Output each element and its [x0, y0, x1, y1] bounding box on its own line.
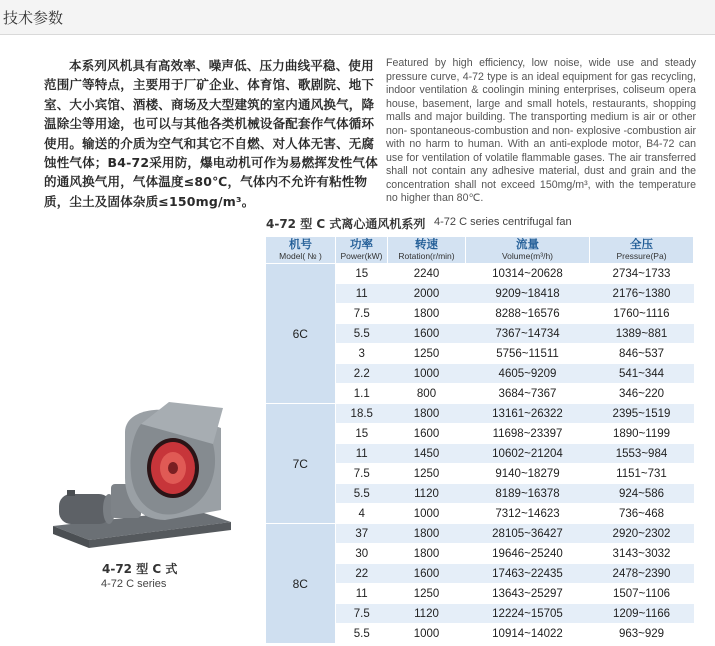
volume-cell: 10314~20628 — [466, 264, 590, 284]
power-cell: 11 — [336, 584, 388, 604]
volume-cell: 19646~25240 — [466, 544, 590, 564]
pressure-cell: 1151~731 — [590, 464, 694, 484]
rotation-cell: 1600 — [388, 324, 466, 344]
rotation-cell: 2000 — [388, 284, 466, 304]
pressure-cell: 1553~984 — [590, 444, 694, 464]
power-cell: 4 — [336, 504, 388, 524]
table-row — [266, 264, 694, 284]
rotation-cell: 1800 — [388, 404, 466, 424]
pressure-cell: 3143~3032 — [590, 544, 694, 564]
pressure-cell: 924~586 — [590, 484, 694, 504]
power-cell: 15 — [336, 424, 388, 444]
power-cell: 11 — [336, 284, 388, 304]
rotation-cell: 1250 — [388, 464, 466, 484]
pressure-cell: 1507~1106 — [590, 584, 694, 604]
header-volume: 流量 Volume(m³/h) — [466, 237, 590, 264]
table-row — [266, 404, 694, 424]
header-pressure: 全压 Pressure(Pa) — [590, 237, 694, 264]
pressure-cell: 736~468 — [590, 504, 694, 524]
section-title: 技术参数 — [3, 9, 64, 27]
model-cell: 6C — [266, 264, 336, 404]
volume-cell: 8189~16378 — [466, 484, 590, 504]
power-cell: 22 — [336, 564, 388, 584]
power-cell: 37 — [336, 524, 388, 544]
rotation-cell: 1000 — [388, 624, 466, 644]
rotation-cell: 2240 — [388, 264, 466, 284]
power-cell: 11 — [336, 444, 388, 464]
pressure-cell: 1760~1116 — [590, 304, 694, 324]
pressure-cell: 1890~1199 — [590, 424, 694, 444]
volume-cell: 12224~15705 — [466, 604, 590, 624]
rotation-cell: 1250 — [388, 344, 466, 364]
volume-cell: 3684~7367 — [466, 384, 590, 404]
volume-cell: 9140~18279 — [466, 464, 590, 484]
rotation-cell: 1800 — [388, 544, 466, 564]
header-rotation: 转速 Rotation(r/min) — [388, 237, 466, 264]
rotation-cell: 1120 — [388, 484, 466, 504]
pressure-cell: 541~344 — [590, 364, 694, 384]
pressure-cell: 1209~1166 — [590, 604, 694, 624]
header-power: 功率 Power(kW) — [336, 237, 388, 264]
volume-cell: 28105~36427 — [466, 524, 590, 544]
volume-cell: 9209~18418 — [466, 284, 590, 304]
table-title-english: 4-72 C series centrifugal fan — [434, 216, 572, 228]
volume-cell: 17463~22435 — [466, 564, 590, 584]
power-cell: 3 — [336, 344, 388, 364]
pressure-cell: 1389~881 — [590, 324, 694, 344]
power-cell: 2.2 — [336, 364, 388, 384]
power-cell: 1.1 — [336, 384, 388, 404]
pressure-cell: 2478~2390 — [590, 564, 694, 584]
rotation-cell: 1600 — [388, 564, 466, 584]
volume-cell: 10602~21204 — [466, 444, 590, 464]
rotation-cell: 1000 — [388, 364, 466, 384]
rotation-cell: 1250 — [388, 584, 466, 604]
section-header — [0, 0, 715, 35]
volume-cell: 13161~26322 — [466, 404, 590, 424]
model-cell: 7C — [266, 404, 336, 524]
rotation-cell: 1000 — [388, 504, 466, 524]
volume-cell: 11698~23397 — [466, 424, 590, 444]
rotation-cell: 1800 — [388, 304, 466, 324]
volume-cell: 8288~16576 — [466, 304, 590, 324]
pressure-cell: 846~537 — [590, 344, 694, 364]
power-cell: 5.5 — [336, 624, 388, 644]
fan-image — [45, 398, 235, 558]
table-title-chinese: 4-72 型 C 式离心通风机系列 — [266, 217, 426, 231]
pressure-cell: 2920~2302 — [590, 524, 694, 544]
table-row — [266, 524, 694, 544]
power-cell: 7.5 — [336, 604, 388, 624]
header-model: 机号 Model( № ) — [266, 237, 336, 264]
model-cell: 8C — [266, 524, 336, 644]
power-cell: 5.5 — [336, 324, 388, 344]
pressure-cell: 346~220 — [590, 384, 694, 404]
volume-cell: 10914~14022 — [466, 624, 590, 644]
volume-cell: 7312~14623 — [466, 504, 590, 524]
rotation-cell: 1450 — [388, 444, 466, 464]
power-cell: 15 — [336, 264, 388, 284]
pressure-cell: 2176~1380 — [590, 284, 694, 304]
fan-caption-chinese: 4-72 型 C 式 — [102, 562, 178, 576]
rotation-cell: 1600 — [388, 424, 466, 444]
fan-caption-english: 4-72 C series — [101, 578, 167, 590]
rotation-cell: 1120 — [388, 604, 466, 624]
pressure-cell: 2734~1733 — [590, 264, 694, 284]
pressure-cell: 2395~1519 — [590, 404, 694, 424]
volume-cell: 13643~25297 — [466, 584, 590, 604]
spec-table — [265, 236, 694, 644]
rotation-cell: 800 — [388, 384, 466, 404]
pressure-cell: 963~929 — [590, 624, 694, 644]
power-cell: 5.5 — [336, 484, 388, 504]
power-cell: 18.5 — [336, 404, 388, 424]
intro-english: Featured by high efficiency, low noise, wide use and steady pressure curve, 4-72 type is an ideal equipment for gas recycling, indoor ventilation & coolingin mining enterprises, coliseum opera house, basement, large and small hotels, restaurants, shopping malls and major building. The transporting medium is air or other non- spontaneous-combustion and non- explosive -combustion air with no harm to human. With an anti-explode motor, B4-72 can use for ventilation of volatile flammable gases. The air transferred shall not contain any adhesive material, dust and grain and the concentration shall not exceed 150mg/m³, with the temperature no higher than 80℃. — [386, 57, 696, 204]
spec-table-body — [266, 264, 694, 644]
intro-chinese: 本系列风机具有高效率、噪声低、压力曲线平稳、使用范围广等特点，主要用于厂矿企业、体育馆、歌剧院、地下室、大小宾馆、酒楼、商场及大型建筑的室内通风换气，降温除尘等用途，也可以与其他各类机械设备配套作气体循环使用。输送的介质为空气和其它不自燃、对人体无害、无腐蚀性气体；B4-72采用防，爆电动机可作为易燃挥发性气体的通风换气用，气体温度≤80℃，气体内不允许有粘性物质，尘土及固体杂质≤150mg/m³。 — [44, 58, 378, 209]
volume-cell: 7367~14734 — [466, 324, 590, 344]
power-cell: 7.5 — [336, 304, 388, 324]
spec-table-header — [266, 237, 694, 264]
volume-cell: 5756~11511 — [466, 344, 590, 364]
power-cell: 30 — [336, 544, 388, 564]
rotation-cell: 1800 — [388, 524, 466, 544]
power-cell: 7.5 — [336, 464, 388, 484]
volume-cell: 4605~9209 — [466, 364, 590, 384]
